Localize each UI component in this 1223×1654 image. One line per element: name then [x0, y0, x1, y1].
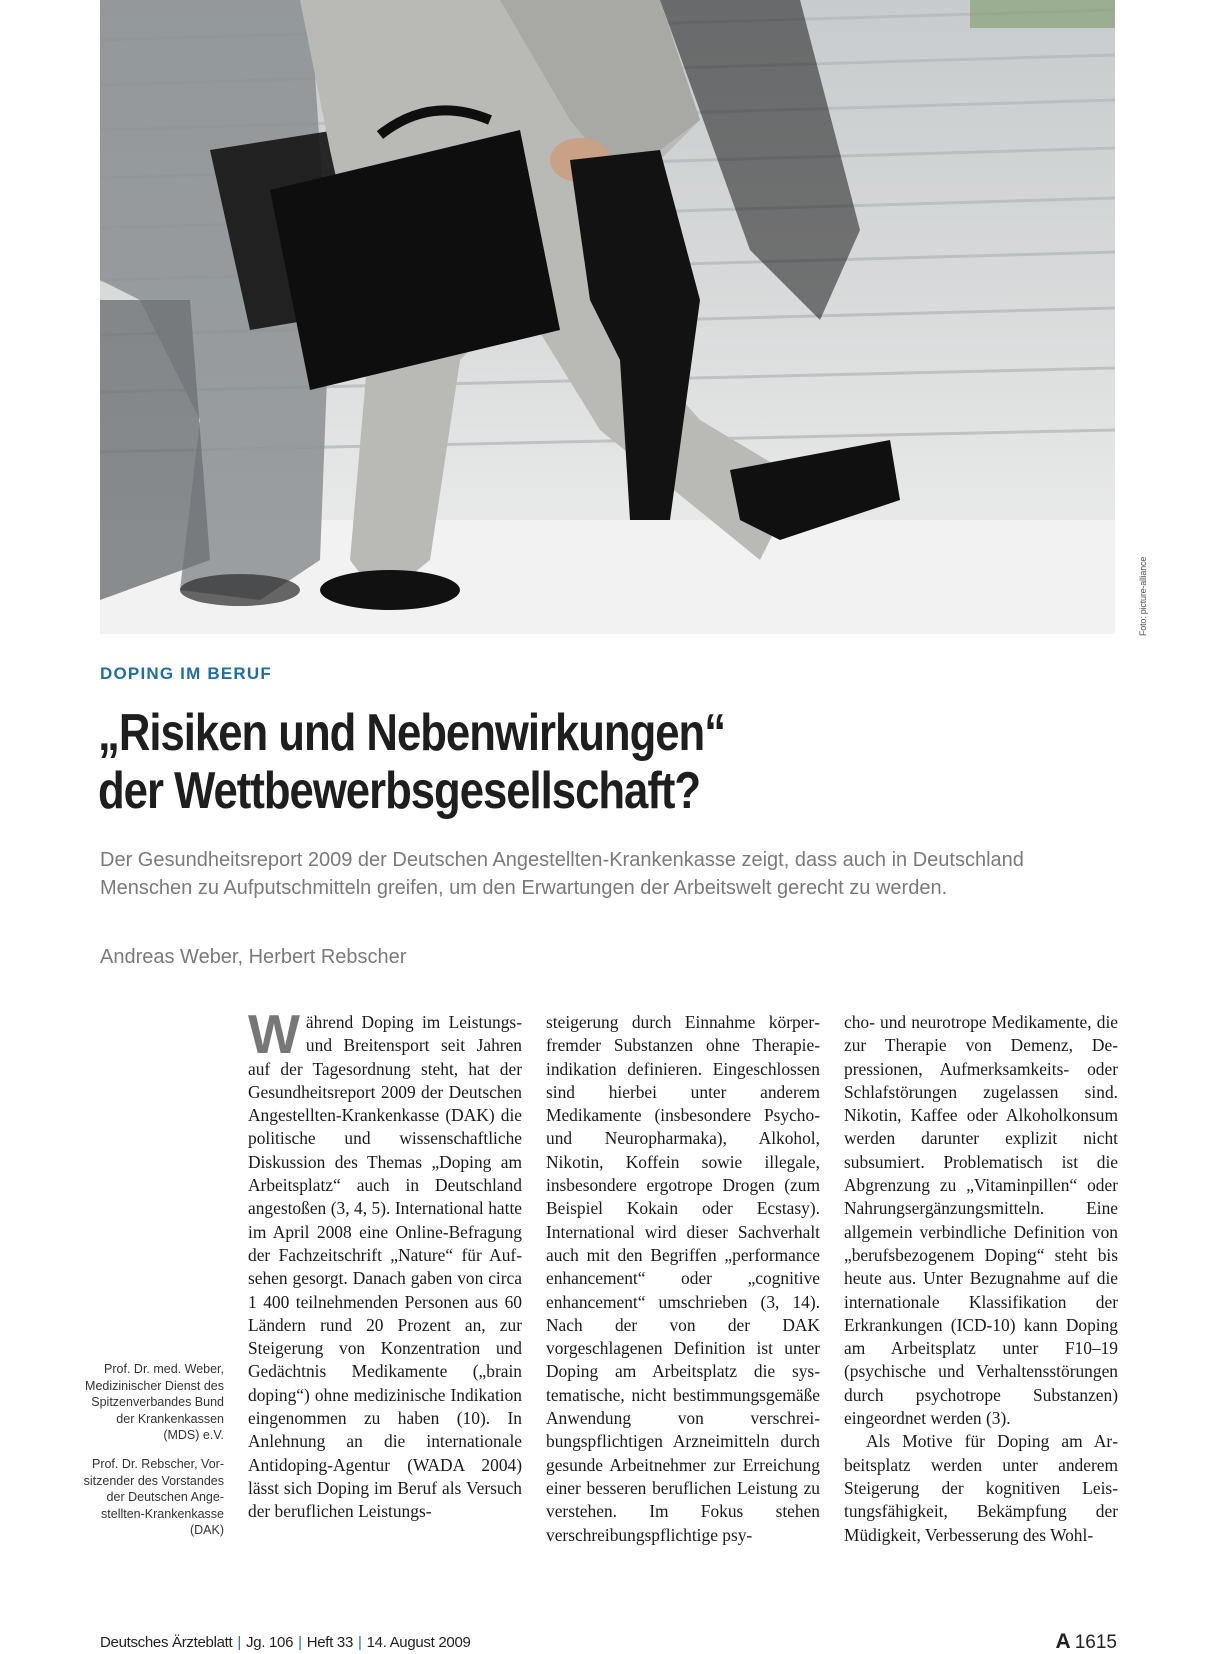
business-people-walking-image [100, 0, 1115, 634]
body-column-2 [546, 1011, 820, 1547]
footer-separator: | [358, 1634, 362, 1651]
photo-credit: Foto: picture-alliance [1138, 556, 1148, 636]
page-footer [100, 1634, 471, 1651]
page-prefix: A [1055, 1630, 1071, 1653]
column-3-paragraph-2: Als Motive für Doping am Arbeitsplatz werden unter anderem Steigerung der kognitiven Leistungsfähigkeit, Bekämpfung der Müdigkeit, Verbesserung des Wohl- [844, 1431, 1118, 1545]
title-line-1: „Risiken und Nebenwirkungen“ [98, 704, 726, 762]
author-note-rebscher: Prof. Dr. Rebscher, Vorsitzender des Vorstandes der Deutschen Angestellten-Krankenkasse (DAK) [83, 1456, 224, 1538]
article-authors: Andreas Weber, Herbert Rebscher [100, 946, 407, 968]
body-column-3 [844, 1011, 1118, 1547]
article-subtitle: Der Gesundheitsreport 2009 der Deutschen Angestellten-Krankenkasse zeigt, dass auch in Deutschland Menschen zu Aufputschmitteln greifen, um den Erwartungen der Arbeitswelt gerecht zu werden. [100, 849, 1024, 899]
column-2-text: steigerung durch Einnahme körperfremder Substanzen ohne Therapieindikation definieren. Eingeschlossen sind hierbei unter anderem Medikamente (insbesondere Psycho- und Neuropharmaka), Alkohol, Nikotin, Koffein sowie illegale, insbesondere ergotrope Drogen (zum Beispiel Kokain oder Ecstasy). International wird dieser Sachverhalt auch mit den Begriffen „performance enhancement“ oder „cognitive enhancement“ umschrieben (3, 14). Nach der von der DAK vorgeschlagenen Definition ist unter Doping am Arbeitsplatz die systematische, nicht bestimmungsgemäße Anwendung von verschreibungspflichtigen Arzneimitteln durch gesunde Arbeitnehmer zur Erreichung einer besseren beruflichen Leistung zu verstehen. Im Fokus stehen verschreibungspflichtige psy- [546, 1012, 820, 1545]
journal-volume: Jg. 106 [246, 1634, 294, 1651]
article-title [98, 704, 938, 820]
author-notes [78, 1361, 224, 1551]
page-number [1056, 1630, 1117, 1654]
page-number-value: 1615 [1074, 1632, 1117, 1653]
author-note-weber: Prof. Dr. med. Weber, Medizinischer Dienst des Spitzenverbandes Bund der Krankenkassen (MDS) e.V. [85, 1362, 224, 1443]
footer-separator: | [298, 1634, 302, 1651]
body-paragraph [248, 1003, 522, 1524]
column-3-paragraph-1: cho- und neurotrope Medikamente, die zur Therapie von Demenz, Depressionen, Aufmerksamkeits- oder Schlafstörungen zugelassen sind. Nikotin, Kaffee oder Alkoholkonsum werden darunter explizit nicht subsumiert. Problematisch ist die Abgrenzung zu „Vitaminpillen“ oder Nahrungsergänzungsmitteln. Eine allgemein verbindliche Definition von „berufsbezogenem Doping“ steht bis heute aus. Unter Bezugnahme auf die internationale Klassifikation der Erkrankungen (ICD-10) kann Doping am Arbeitsplatz unter F10–19 (psychische und Verhaltensstörungen durch psychotrope Substanzen) eingeordnet werden (3). [844, 1012, 1118, 1429]
footer-separator: | [237, 1634, 242, 1651]
hero-photo [100, 0, 1115, 634]
drop-cap: W [248, 1003, 300, 1065]
issue-date: 14. August 2009 [366, 1634, 471, 1651]
body-column-1 [248, 1003, 522, 1524]
title-line-2: der Wettbewerbsgesellschaft? [98, 762, 701, 820]
journal-issue: Heft 33 [306, 1634, 353, 1651]
journal-name: Deutsches Ärzteblatt [100, 1634, 233, 1651]
article-kicker: DOPING IM BERUF [100, 664, 272, 683]
column-1-text: ährend Doping im Leistungs- und Breitensport seit Jahren auf der Tagesordnung steht, hat der Gesundheitsreport 2009 der Deutschen Angestellten-Krankenkasse (DAK) die politische und wissenschaftliche Diskussion des Themas „Doping am Arbeitsplatz“ auch in Deutschland angestoßen (3, 4, 5). International hatte im April 2008 eine Online-Befragung der Fachzeitschrift „Nature“ für Aufsehen gesorgt. Danach gaben von circa 1 400 teilnehmenden Personen aus 60 Ländern rund 20 Prozent an, zur Steigerung von Konzentration und Gedächtnis Medikamente („brain doping“) ohne medizinische Indikation eingenommen zu haben (10). In Anlehnung an die internationale Antidoping-Agentur (WADA 2004) lässt sich Doping im Beruf als Versuch der beruflichen Leistungs- [248, 1012, 522, 1522]
